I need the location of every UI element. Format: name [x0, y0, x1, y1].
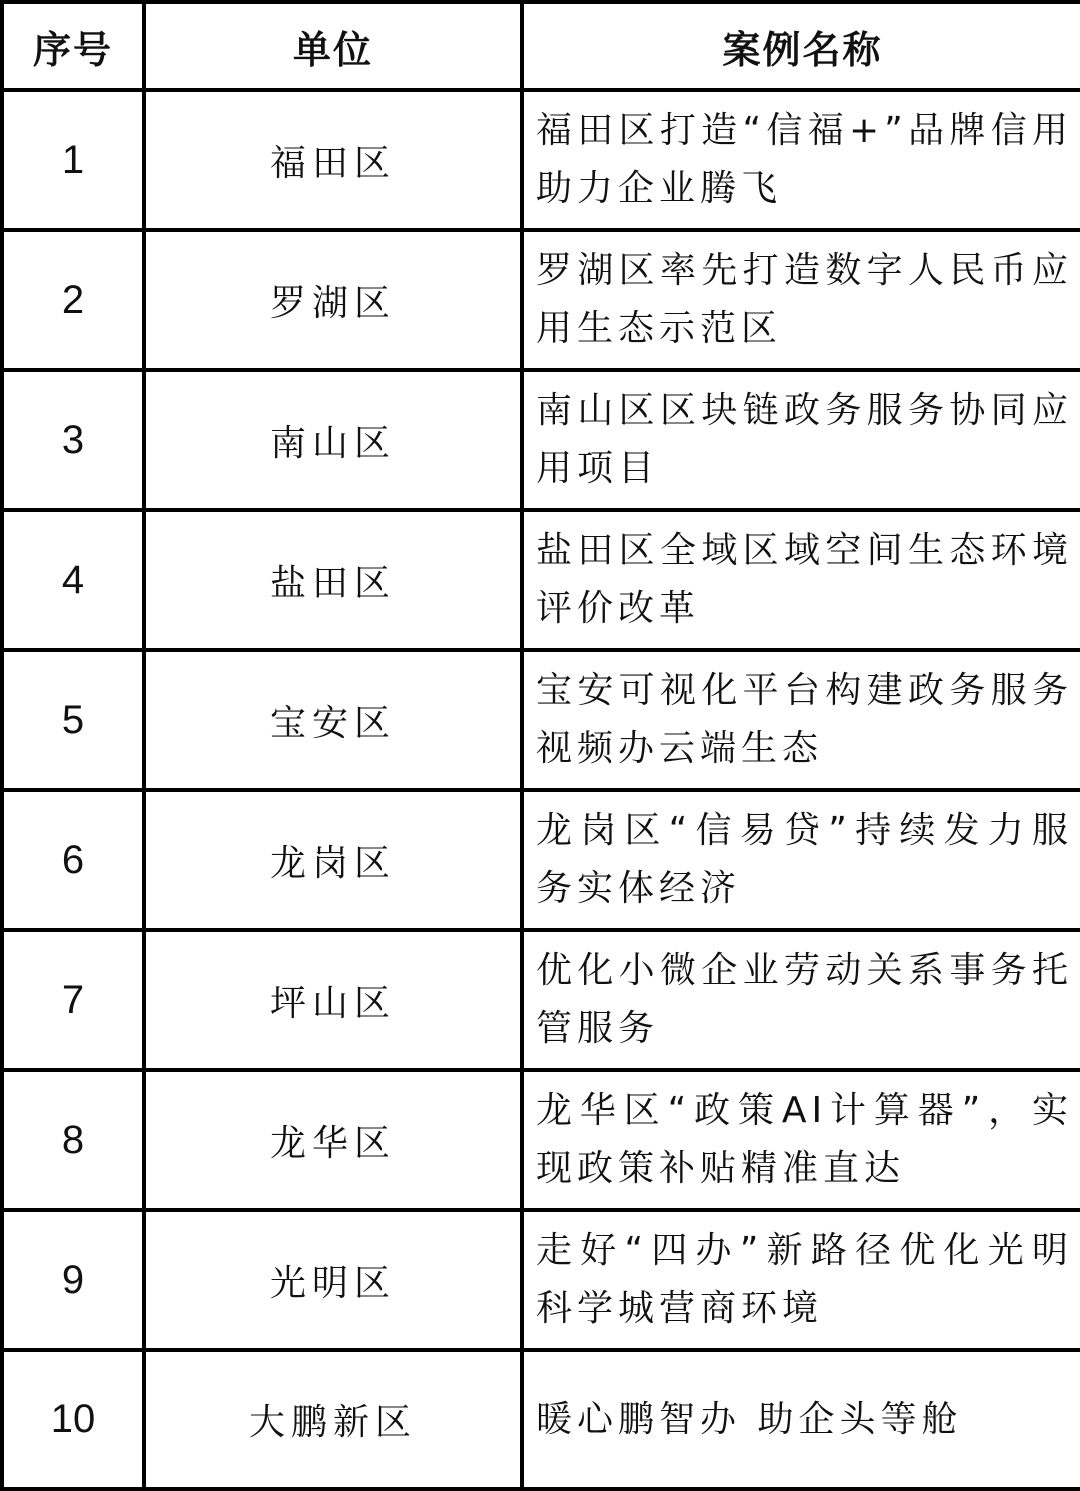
row-case-name: 优化小微企业劳动关系事务托管服务 [522, 930, 1080, 1070]
row-index: 1 [2, 90, 144, 230]
row-unit: 龙岗区 [144, 790, 522, 930]
header-case-name: 案例名称 [522, 2, 1080, 90]
table-row [2, 1210, 1080, 1350]
row-case-name: 暖心鹏智办 助企头等舱 [522, 1350, 1080, 1489]
table-row [2, 1350, 1080, 1489]
table-row [2, 1070, 1080, 1210]
row-unit: 南山区 [144, 370, 522, 510]
row-unit: 光明区 [144, 1210, 522, 1350]
header-index: 序号 [2, 2, 144, 90]
row-case-name: 走好“四办”新路径优化光明科学城营商环境 [522, 1210, 1080, 1350]
row-index: 10 [2, 1350, 144, 1489]
row-index: 8 [2, 1070, 144, 1210]
row-unit: 宝安区 [144, 650, 522, 790]
row-index: 7 [2, 930, 144, 1070]
row-case-name: 龙华区“政策AI计算器”，实现政策补贴精准直达 [522, 1070, 1080, 1210]
table-row [2, 790, 1080, 930]
row-index: 4 [2, 510, 144, 650]
row-unit: 龙华区 [144, 1070, 522, 1210]
row-case-name: 宝安可视化平台构建政务服务视频办云端生态 [522, 650, 1080, 790]
row-case-name: 罗湖区率先打造数字人民币应用生态示范区 [522, 230, 1080, 370]
header-row [2, 2, 1080, 90]
row-unit: 大鹏新区 [144, 1350, 522, 1489]
row-index: 9 [2, 1210, 144, 1350]
table-row [2, 650, 1080, 790]
row-case-name: 南山区区块链政务服务协同应用项目 [522, 370, 1080, 510]
row-unit: 福田区 [144, 90, 522, 230]
table-row [2, 370, 1080, 510]
row-case-name: 龙岗区“信易贷”持续发力服务实体经济 [522, 790, 1080, 930]
table-row [2, 90, 1080, 230]
row-index: 2 [2, 230, 144, 370]
row-case-name: 福田区打造“信福+”品牌信用助力企业腾飞 [522, 90, 1080, 230]
row-case-name: 盐田区全域区域空间生态环境评价改革 [522, 510, 1080, 650]
table-row [2, 510, 1080, 650]
table-row [2, 930, 1080, 1070]
header-unit: 单位 [144, 2, 522, 90]
row-index: 5 [2, 650, 144, 790]
table-row [2, 230, 1080, 370]
row-unit: 坪山区 [144, 930, 522, 1070]
row-index: 6 [2, 790, 144, 930]
row-unit: 罗湖区 [144, 230, 522, 370]
row-unit: 盐田区 [144, 510, 522, 650]
row-index: 3 [2, 370, 144, 510]
